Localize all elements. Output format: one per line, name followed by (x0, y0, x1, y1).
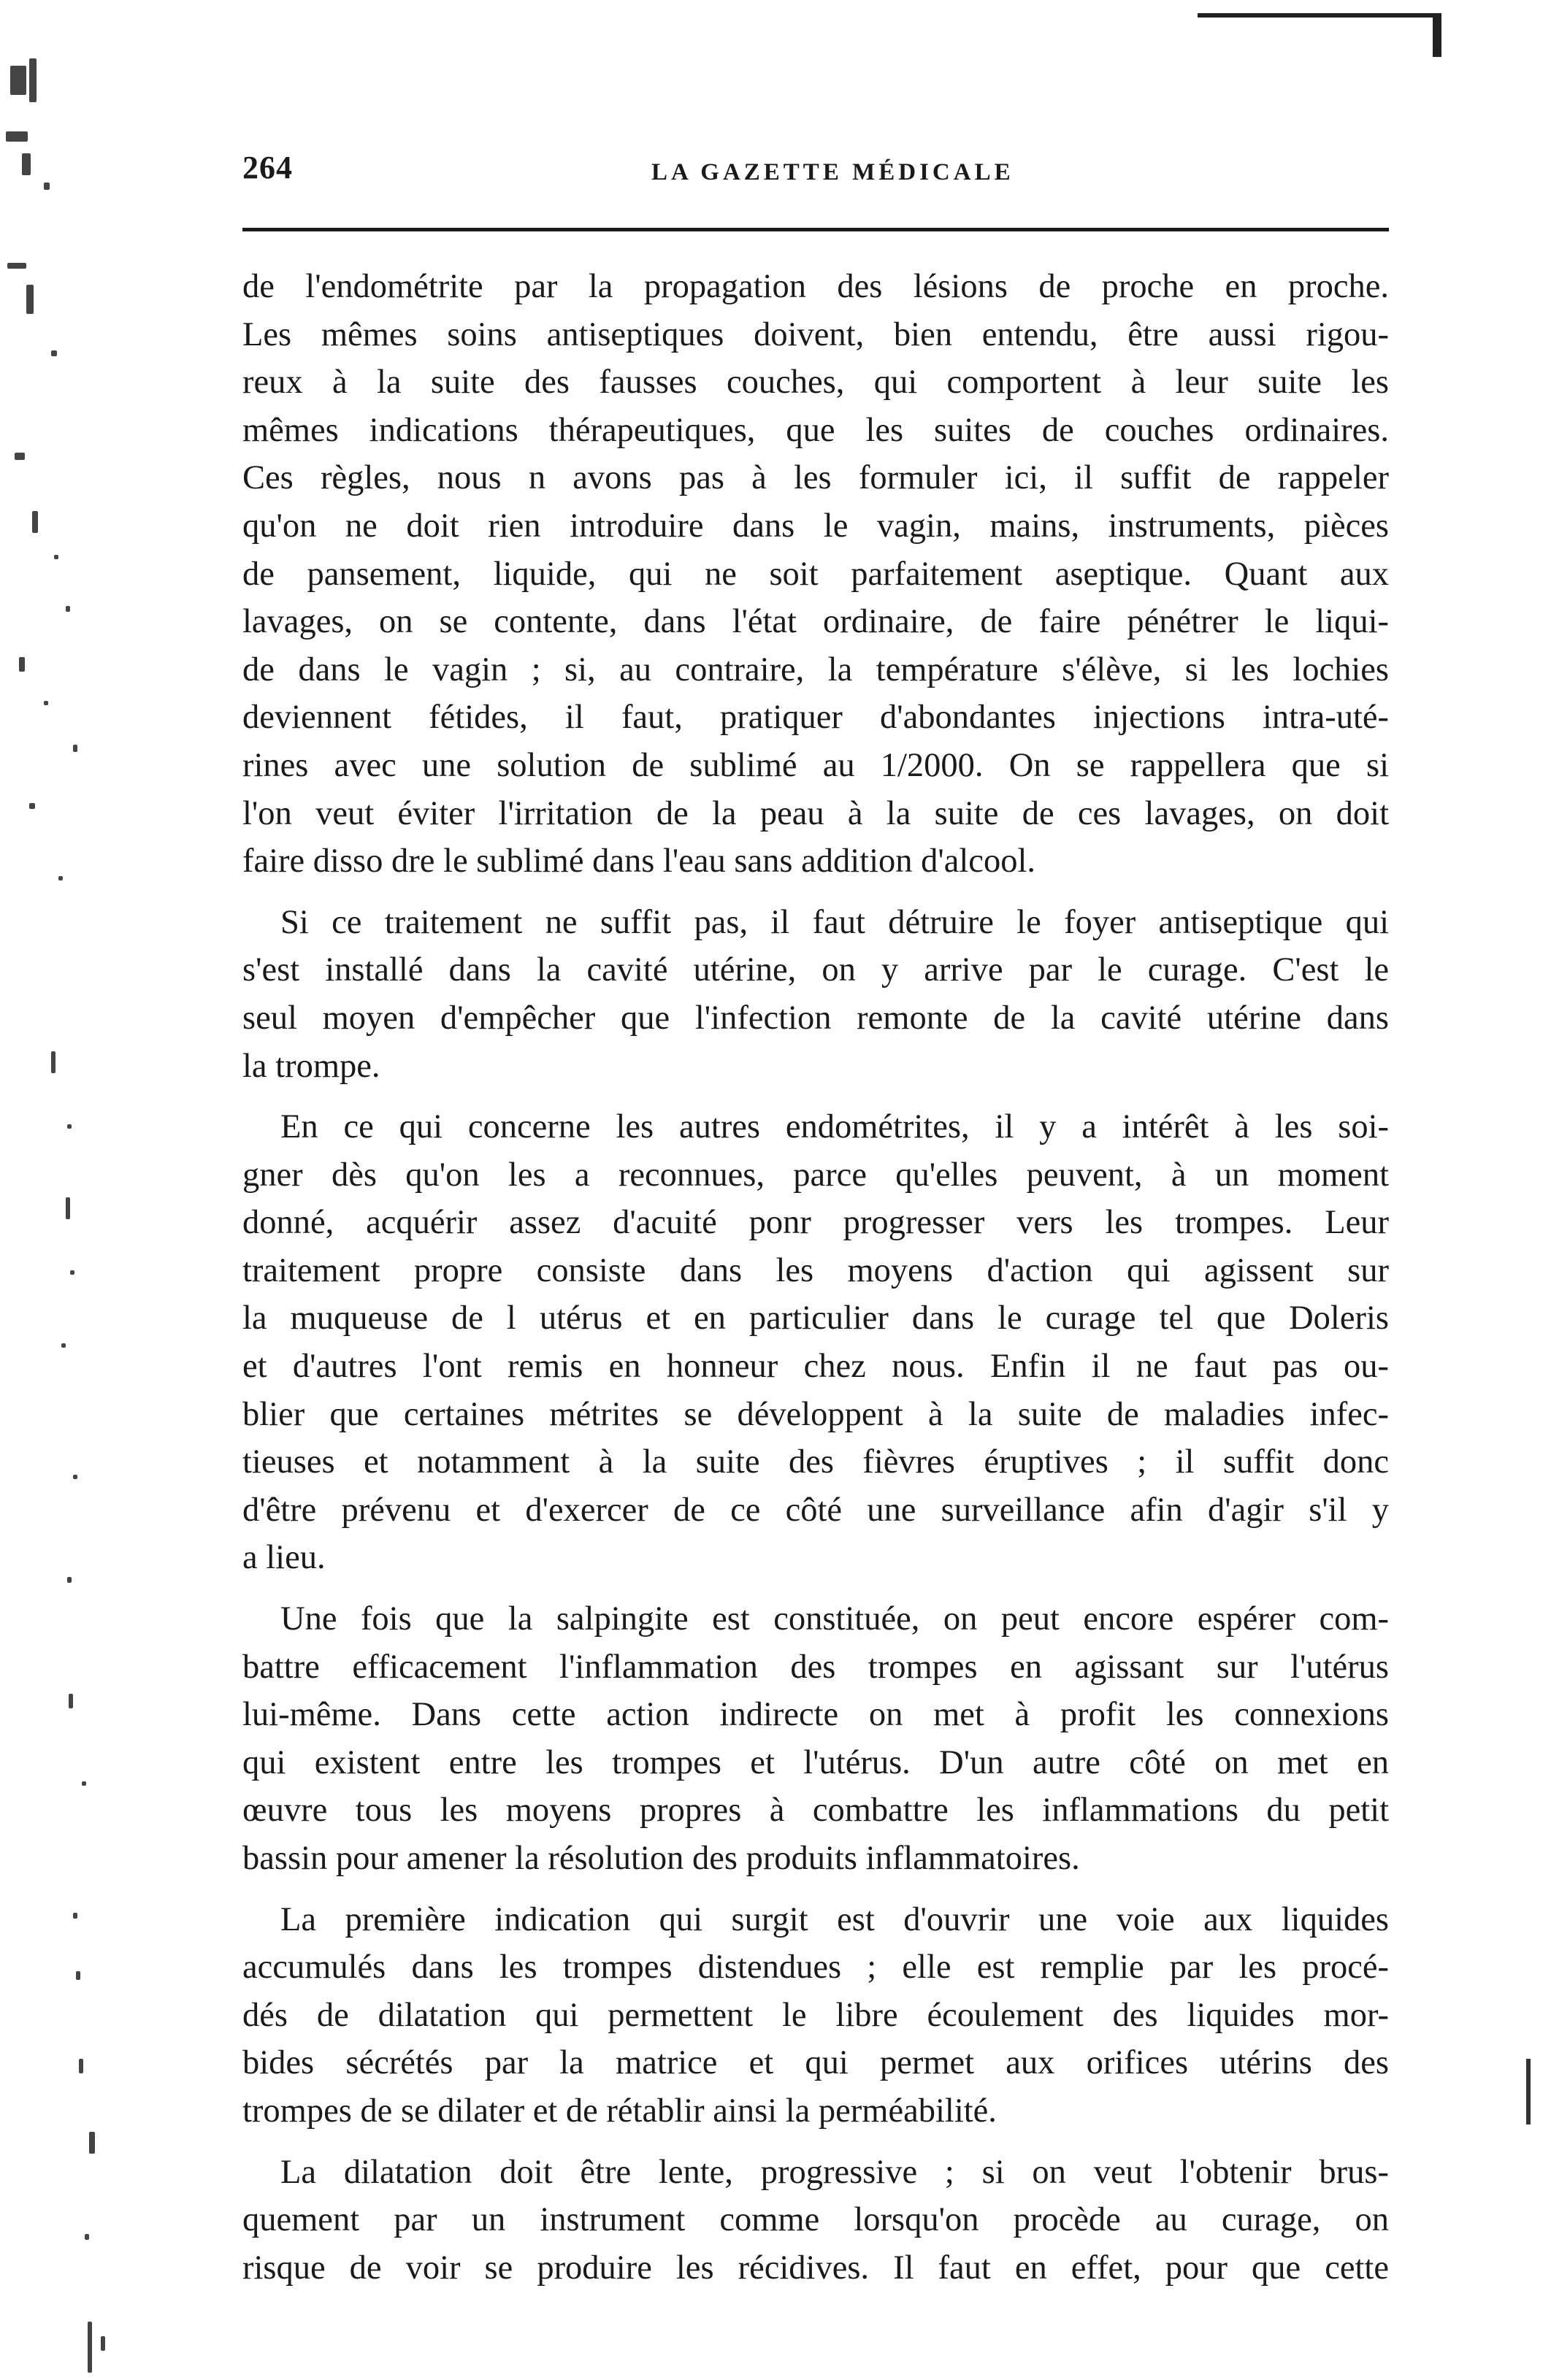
text-line: La première indication qui surgit est d'ouvrir une voie aux liquides (280, 1900, 1389, 1938)
text-line: risque de voir se produire les récidives. Il faut en effet, pour que cette (242, 2249, 1389, 2287)
text-line: tieuses et notamment à la suite des fièvres éruptives ; il suffit donc (242, 1443, 1389, 1481)
scan-speck (7, 263, 26, 269)
text-line: Les mêmes soins antiseptiques doivent, bien entendu, être aussi rigou- (242, 315, 1389, 353)
paragraph (242, 1595, 1389, 1883)
scan-speck (51, 1051, 55, 1073)
scan-corner-mark (1198, 13, 1439, 18)
text-line: Si ce traitement ne suffit pas, il faut détruire le foyer antiseptique qui (280, 903, 1389, 941)
text-line: accumulés dans les trompes distendues ; elle est remplie par les procé- (242, 1949, 1389, 1986)
text-line: rines avec une solution de sublimé au 1/2000. On se rappellera que si (242, 746, 1389, 784)
binding-margin-specks (0, 44, 161, 2380)
text-line: donné, acquérir assez d'acuité ponr progresser vers les trompes. Leur (242, 1204, 1389, 1242)
scan-speck (26, 285, 34, 314)
text-line: de l'endométrite par la propagation des lésions de proche en proche. (242, 268, 1389, 305)
scan-speck (54, 555, 58, 559)
text-line: œuvre tous les moyens propres à combattre les inflammations du petit (242, 1792, 1389, 1830)
paragraph (242, 263, 1389, 886)
paragraph-gap (242, 1883, 1389, 1896)
scan-speck (51, 350, 57, 356)
paragraph (242, 899, 1389, 1090)
text-line: En ce qui concerne les autres endométrites, il y a intérêt à les soi- (280, 1108, 1389, 1146)
scan-speck (66, 606, 70, 612)
scan-speck (44, 183, 50, 190)
paragraph-gap (242, 886, 1389, 899)
scan-speck (29, 58, 37, 102)
scan-speck (6, 131, 28, 142)
text-line: bassin pour amener la résolution des produits inflammatoires. (242, 1840, 1080, 1877)
paragraph-gap (242, 1582, 1389, 1595)
scan-edge-mark (1526, 2059, 1531, 2124)
journal-title: LA GAZETTE MÉDICALE (651, 159, 1014, 185)
text-line: traitement propre consiste dans les moyens d'action qui agissent sur (242, 1251, 1389, 1289)
scan-speck (61, 1343, 66, 1348)
text-line: Une fois que la salpingite est constituée, on peut encore espérer com- (280, 1600, 1389, 1638)
article-body (242, 263, 1389, 2292)
scan-speck (32, 511, 38, 533)
text-line: blier que certaines métrites se développent à la suite de maladies infec- (242, 1395, 1389, 1433)
text-line: reux à la suite des fausses couches, qui comportent à leur suite les (242, 364, 1389, 402)
text-line: La dilatation doit être lente, progressive ; si on veut l'obtenir brus- (280, 2153, 1389, 2191)
text-line: de pansement, liquide, qui ne soit parfaitement aseptique. Quant aux (242, 555, 1389, 593)
scan-speck (73, 1913, 77, 1919)
text-line: seul moyen d'empêcher que l'infection remonte de la cavité utérine dans (242, 999, 1389, 1037)
scan-speck (88, 2322, 92, 2373)
text-line: bides sécrétés par la matrice et qui permet aux orifices utérins des (242, 2044, 1389, 2082)
text-line: de dans le vagin ; si, au contraire, la température s'élève, si les lochies (242, 650, 1389, 688)
scan-speck (85, 2234, 89, 2240)
text-line: dés de dilatation qui permettent le libre écoulement des liquides mor- (242, 1996, 1389, 2034)
page-number: 264 (242, 150, 293, 185)
text-line: mêmes indications thérapeutiques, que les suites de couches ordinaires. (242, 411, 1389, 449)
running-head (242, 143, 1389, 209)
text-line: lavages, on se contente, dans l'état ordinaire, de faire pénétrer le liqui- (242, 603, 1389, 641)
text-line: s'est installé dans la cavité utérine, on y arrive par le curage. C'est le (242, 951, 1389, 989)
scan-speck (67, 1124, 72, 1129)
scan-speck (89, 2132, 95, 2154)
text-line: qu'on ne doit rien introduire dans le vagin, mains, instruments, pièces (242, 507, 1389, 545)
scan-speck (66, 1197, 70, 1219)
paragraph (242, 1103, 1389, 1582)
text-line: gner dès qu'on les a reconnues, parce qu'elles peuvent, à un moment (242, 1156, 1389, 1194)
scan-speck (73, 1475, 77, 1479)
scan-speck (67, 1577, 72, 1583)
paragraph-gap (242, 1090, 1389, 1103)
scan-speck (58, 876, 63, 880)
text-line: la muqueuse de l utérus et en particulier dans le curage tel que Doleris (242, 1300, 1389, 1337)
scan-speck (19, 657, 25, 672)
scan-speck (44, 701, 48, 705)
paragraph-gap (242, 2135, 1389, 2149)
text-line: et d'autres l'ont remis en honneur chez nous. Enfin il ne faut pas ou- (242, 1348, 1389, 1386)
scan-speck (73, 745, 77, 752)
text-line: d'être prévenu et d'exercer de ce côté une surveillance afin d'agir s'il y (242, 1491, 1389, 1529)
text-line: a lieu. (242, 1539, 326, 1577)
text-line: deviennent fétides, il faut, pratiquer d'abondantes injections intra-uté- (242, 699, 1389, 737)
text-line: quement par un instrument comme lorsqu'on procède au curage, on (242, 2201, 1389, 2239)
scan-speck (101, 2336, 105, 2351)
paragraph (242, 2149, 1389, 2292)
text-line: battre efficacement l'inflammation des trompes en agissant sur l'utérus (242, 1648, 1389, 1686)
text-line: faire disso dre le sublimé dans l'eau sans addition d'alcool. (242, 842, 1035, 880)
paragraph (242, 1896, 1389, 2135)
text-line: la trompe. (242, 1047, 380, 1085)
scan-speck (82, 1781, 86, 1786)
scan-speck (70, 1270, 74, 1275)
scan-speck (29, 803, 35, 809)
text-line: trompes de se dilater et de rétablir ainsi la perméabilité. (242, 2092, 997, 2130)
scan-speck (76, 1971, 80, 1980)
text-line: l'on veut éviter l'irritation de la peau à la suite de ces lavages, on doit (242, 794, 1389, 832)
scan-speck (10, 66, 26, 95)
text-line: qui existent entre les trompes et l'utérus. D'un autre côté on met en (242, 1743, 1389, 1781)
text-line: lui-même. Dans cette action indirecte on met à profit les connexions (242, 1696, 1389, 1734)
text-line: Ces règles, nous n avons pas à les formuler ici, il suffit de rappeler (242, 459, 1389, 497)
scan-speck (79, 2059, 83, 2073)
scan-speck (15, 453, 25, 460)
scan-speck (69, 1694, 73, 1708)
header-rule (242, 228, 1389, 231)
scan-corner-mark-tail (1433, 13, 1441, 57)
scan-speck (22, 153, 31, 175)
